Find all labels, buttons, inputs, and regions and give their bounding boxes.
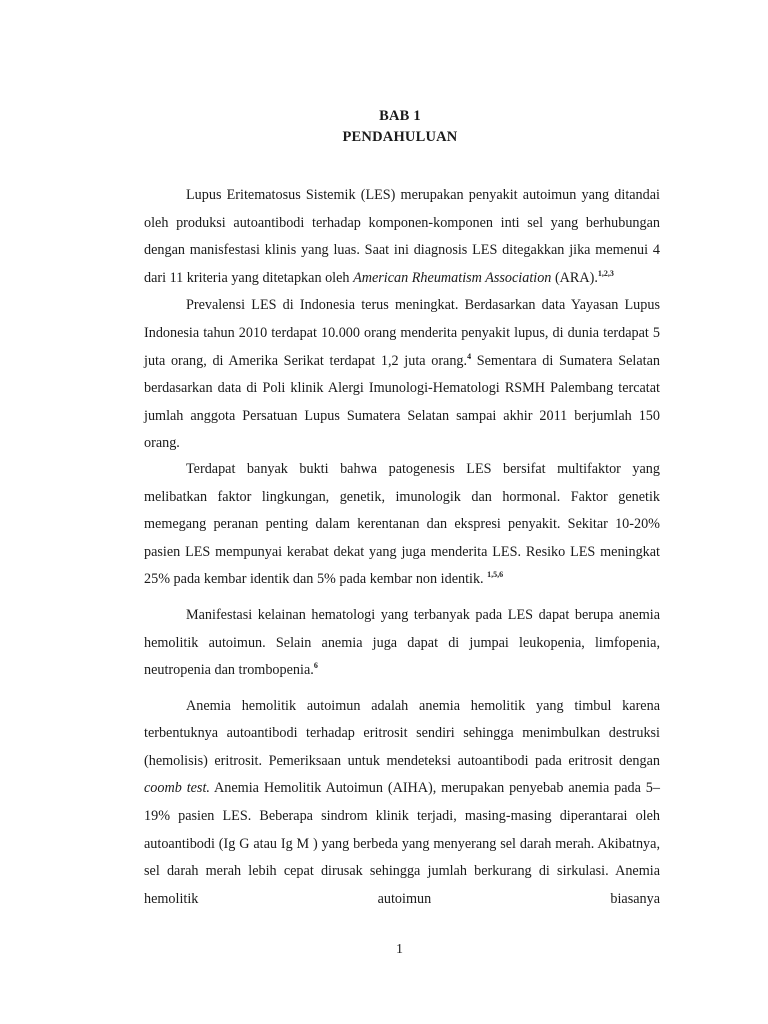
page-number: 1	[396, 942, 403, 957]
chapter-number: BAB 1	[379, 108, 421, 124]
paragraph-5-text: Anemia hemolitik autoimun adalah anemia hemolitik yang timbul karena terbentuknya autoantibodi terhadap eritrosit sendiri sehingga menimbulkan destruksi (hemolisis) eritrosit. Pemeriksaan untuk mendeteksi autoantibodi pada eritrosit dengan	[144, 697, 660, 769]
paragraph-1	[144, 182, 660, 292]
citation-superscript: 6	[313, 661, 318, 671]
paragraph-2	[144, 292, 660, 458]
paragraph-2-text-end: Sementara di Sumatera Selatan berdasarkan data di Poli klinik Alergi Imunologi-Hematologi RSMH Palembang tercatat jumlah anggota Persatuan Lupus Sumatera Selatan sampai akhir 2011 berjumlah 150 orang.	[144, 352, 660, 452]
paragraph-3	[144, 456, 660, 594]
citation-superscript: 1,2,3	[597, 268, 614, 278]
citation-superscript: 4	[467, 351, 472, 361]
citation-superscript: 1,5,6	[487, 570, 504, 580]
body-text	[144, 182, 660, 913]
paragraph-4	[144, 602, 660, 685]
paragraph-2-text: Prevalensi LES di Indonesia terus meningkat. Berdasarkan data Yayasan Lupus Indonesia tahun 2010 terdapat 10.000 orang menderita penyakit lupus, di dunia terdapat 5 juta orang, di Amerika Serikat terdapat 1,2 juta orang.	[144, 297, 660, 369]
paragraph-5	[144, 693, 660, 914]
paragraph-4-text: Manifestasi kelainan hematologi yang terbanyak pada LES dapat berupa anemia hemolitik autoimun. Selain anemia juga dapat di jumpai leukopenia, limfopenia, neutropenia dan trombopenia.	[144, 606, 660, 679]
paragraph-5-italic: coomb test.	[144, 780, 210, 797]
paragraph-1-italic: American Rheumatism Association	[353, 269, 552, 286]
chapter-title: PENDAHULUAN	[342, 129, 458, 145]
paragraph-1-text-end: (ARA).	[551, 269, 598, 286]
paragraph-3-text: Terdapat banyak bukti bahwa patogenesis LES bersifat multifaktor yang melibatkan faktor lingkungan, genetik, imunologik dan hormonal. Faktor genetik memegang peranan penting dalam kerentanan dan ekspresi penyakit. Sekitar 10-20% pasien LES mempunyai kerabat dekat yang juga menderita LES. Resiko LES meningkat 25% pada kembar identik dan 5% pada kembar non identik.	[144, 460, 660, 588]
paragraph-1-text: Lupus Eritematosus Sistemik (LES) merupakan penyakit autoimun yang ditandai oleh produksi autoantibodi terhadap komponen-komponen inti sel yang berhubungan dengan manisfestasi klinis yang luas. Saat ini diagnosis LES ditegakkan jika memenui 4 dari 11 kriteria yang ditetapkan oleh	[144, 187, 660, 286]
paragraph-5-text-end: Anemia Hemolitik Autoimun (AIHA), merupakan penyebab anemia pada 5–19% pasien LES. Beberapa sindrom klinik terjadi, masing-masing diperantarai oleh autoantibodi (Ig G atau Ig M ) yang berbeda yang menyerang sel darah merah. Akibatnya, sel darah merah lebih cepat dirusak sehingga jumlah berkurang di sirkulasi. Anemia hemolitik autoimun biasanya	[144, 780, 660, 907]
